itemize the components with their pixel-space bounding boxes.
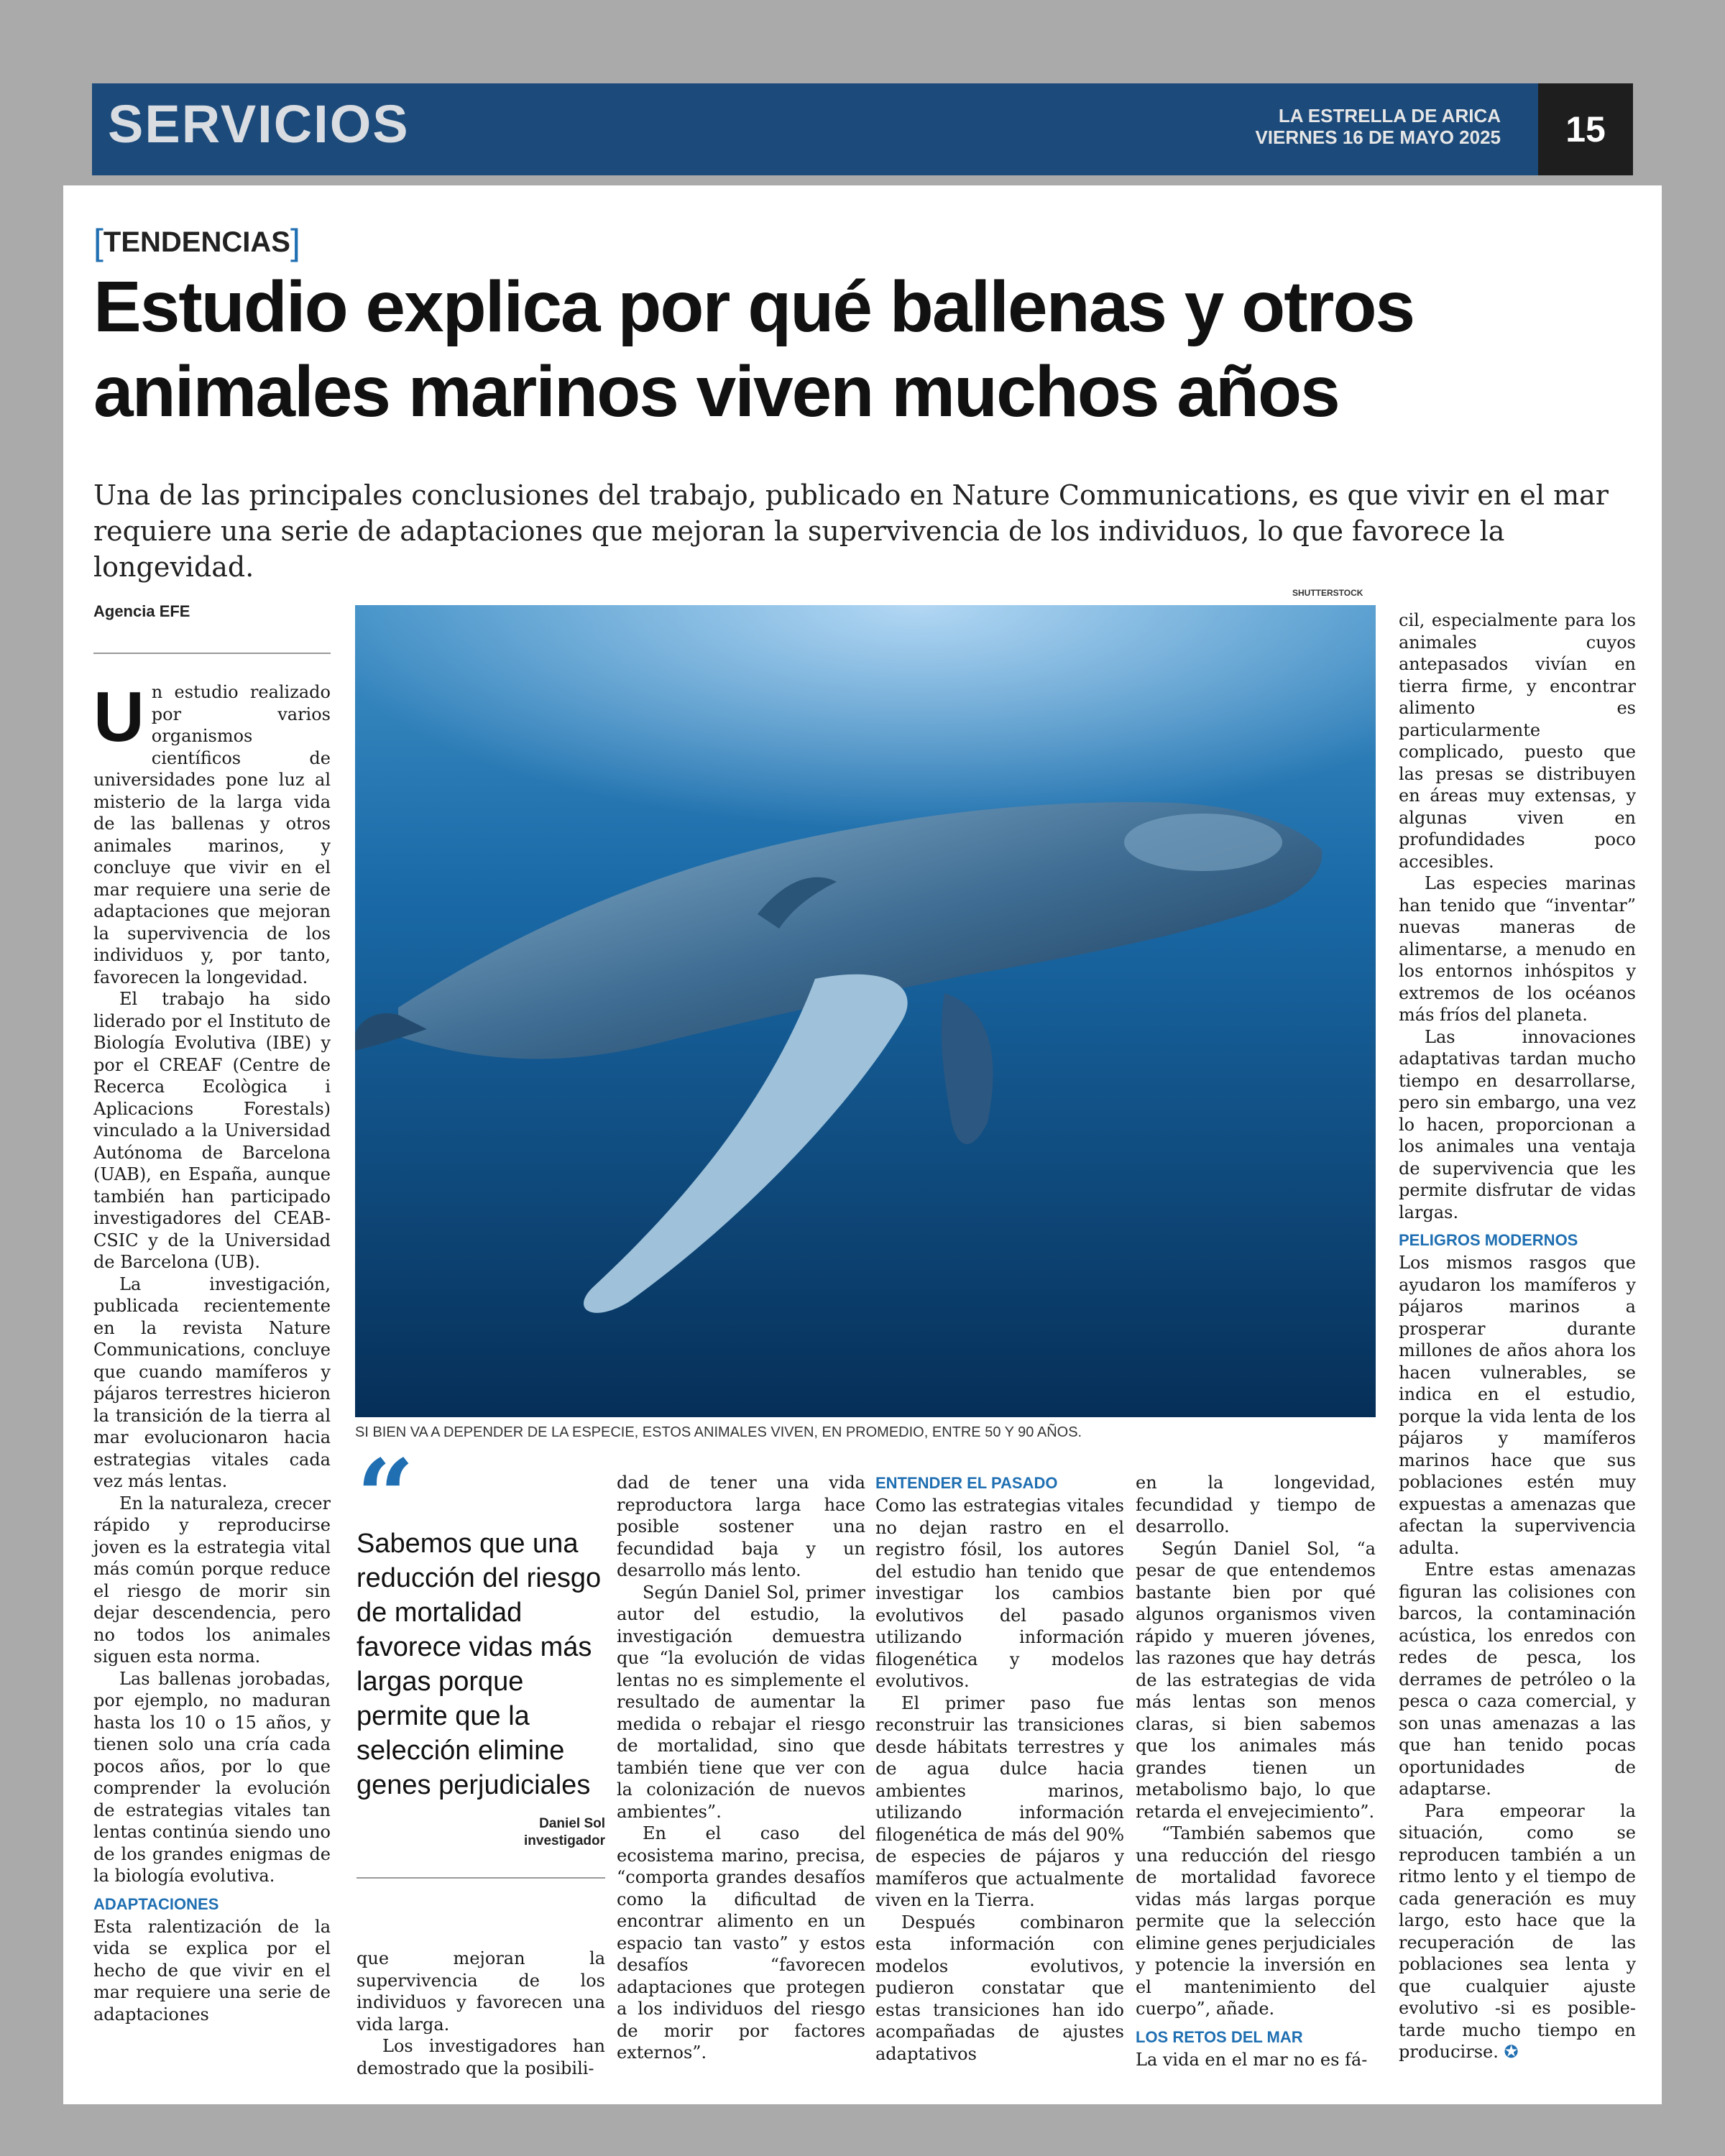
subhead: Una de las principales conclusiones del trabajo, publicado en Nature Communications, es que vivir en el mar requiere una serie de adaptaciones que mejoran la supervivencia de los individuos, lo que favorece la longevidad.	[93, 479, 1609, 583]
body-paragraph: Como las estrategias vitales no dejan rastro en el registro fósil, los autores del estudio han tenido que investigar los cambios evolutivos del pasado utilizando información filogenética y modelos evolutivos.	[875, 1496, 1124, 1691]
page-number: 15	[1538, 83, 1633, 175]
byline-divider	[93, 653, 331, 654]
body-paragraph	[1399, 1800, 1636, 2063]
body-paragraph: Después combinaron esta información con modelos evolutivos, pudieron constatar que estas transiciones han ido acompañadas de ajustes adaptativos	[875, 1912, 1124, 2064]
body-paragraph: La vida en el mar no es fá-	[1136, 2049, 1368, 2070]
body-paragraph: En el caso del ecosistema marino, precisa, “comporta grandes desafíos como la dificultad de encontrar alimento en un espacio tan vasto” y estos desafíos “favorecen adaptaciones que protegen a los individuos del riesgo de morir por factores externos”.	[617, 1823, 865, 2063]
body-paragraph: El trabajo ha sido liderado por el Instituto de Biología Evolutiva (IBE) y por el CREAF (Centre de Recerca Ecològica i Aplicacions Forestals) vinculado a la Universidad Autónoma de Barcelona (UAB), en España, aunque también han participado investigadores del CEAB-CSIC y de la Universidad de Barcelona (UB).	[93, 989, 331, 1272]
final-paragraph-text: Para empeorar la situación, como se reproducen también a un ritmo lento y el tiempo de cada generación es muy largo, esto hace que la recuperación de las poblaciones sea lenta y que cualquier ajuste evolutivo -si es posible- tarde mucho tiempo en producirse.	[1399, 1800, 1636, 2062]
whale-photo	[355, 605, 1376, 1417]
body-paragraph: En la naturaleza, crecer rápido y reproducirse joven es la estrategia vital más común porque reduce el riesgo de morir sin dejar descendencia, pero no todos los animales siguen esta norma.	[93, 1493, 331, 1667]
body-paragraph: Las ballenas jorobadas, por ejemplo, no maduran hasta los 10 o 15 años, y tienen solo una cría cada pocos años, por lo que comprender la evolución de estrategias vitales tan lentas continúa siendo uno de los grandes enigmas de la biología evolutiva.	[93, 1668, 331, 1886]
quote-author-role: investigador	[524, 1833, 605, 1848]
lead-text: n estudio realizado por varios organismos científicos de universidades pone luz al misterio de la larga vida de las ballenas y otros animales marinos, y concluye que vivir en el mar requiere una serie de adaptaciones que mejoran la supervivencia de los individuos y, por tanto, favorecen la longevidad.	[93, 682, 331, 987]
body-paragraph: que mejoran la supervivencia de los individuos y favorecen una vida larga.	[356, 1948, 605, 2035]
column-5	[1136, 1472, 1376, 2070]
subheading-peligros-modernos: PELIGROS MODERNOS	[1399, 1231, 1578, 1249]
body-paragraph: dad de tener una vida reproductora larga hace posible sostener una fecundidad baja y un desarrollo más lento.	[617, 1473, 865, 1580]
body-paragraph: cil, especialmente para los animales cuyos antepasados vivían en tierra firme, y encontrar alimento es particularmente complicado, puesto que las presas se distribuyen en áreas muy extensas, y algunas viven en profundidades poco accesibles.	[1399, 610, 1636, 872]
column-1	[93, 677, 331, 2025]
column-6	[1399, 609, 1636, 2063]
quote-text: Sabemos que una reducción del riesgo de mortalidad favorece vidas más largas porque permite que la selección elimine genes perjudiciales	[356, 1529, 602, 1800]
subheading-los-retos-del-mar: LOS RETOS DEL MAR	[1136, 2027, 1303, 2046]
column-2	[356, 1948, 605, 2079]
kicker-label: TENDENCIAS	[103, 226, 290, 258]
newspaper-name: LA ESTRELLA DE ARICA	[1278, 105, 1501, 126]
body-paragraph: Según Daniel Sol, “a pesar de que entendemos bastante bien por qué algunos organismos viven rápido y mueren jóvenes, las razones que hay detrás de las estrategias de vida más lentas son menos claras, si bien sabemos que los animales más grandes tienen un metabolismo bajo, lo que retarda el envejecimiento”.	[1136, 1538, 1376, 1822]
newspaper-info	[1255, 105, 1501, 148]
section-header	[92, 83, 1633, 175]
section-name: SERVICIOS	[108, 94, 410, 154]
body-paragraph: El primer paso fue reconstruir las transiciones desde hábitats terrestres y de agua dulce hacia ambientes marinos, utilizando información filogenética de más del 90% de especies de pájaros y mamíferos que actualmente viven en la Tierra.	[875, 1692, 1124, 1910]
body-paragraph: La investigación, publicada recientemente en la revista Nature Communications, concluye que cuando mamíferos y pájaros terrestres hicieron la transición de la tierra al mar evolucionaron hacia estrategias vitales cada vez más lentas.	[93, 1273, 331, 1491]
kicker: [TENDENCIAS]	[93, 222, 300, 262]
body-paragraph: Según Daniel Sol, primer autor del estudio, la investigación demuestra que “la evolución de vidas lentas no es simplemente el resultado de aumentar la medida o rebajar el riesgo de mortalidad, sino que también tiene que ver con la colonización de nuevos ambientes”.	[617, 1582, 865, 1822]
photo-credit: SHUTTERSTOCK	[1292, 588, 1363, 598]
body-paragraph: Las innovaciones adaptativas tardan mucho tiempo en desarrollarse, pero sin embargo, una vez lo hacen, proporcionan a los animales una ventaja de supervivencia que les permite disfrutar de vidas largas.	[1399, 1026, 1636, 1222]
byline: Agencia EFE	[93, 602, 190, 620]
body-paragraph: “También sabemos que una reducción del riesgo de mortalidad favorece vidas más largas porque permite que la selección elimine genes perjudiciales y potencie la inversión en el mantenimiento del cuerpo”, añade.	[1136, 1823, 1376, 2019]
body-paragraph: en la longevidad, fecundidad y tiempo de desarrollo.	[1136, 1473, 1376, 1537]
body-paragraph: Las especies marinas han tenido que “inventar” nuevas maneras de alimentarse, a menudo en los entornos inhóspitos y extremos de los océanos más fríos del planeta.	[1399, 873, 1636, 1025]
headline: Estudio explica por qué ballenas y otros animales marinos viven muchos años	[93, 267, 1414, 432]
quote-author: Daniel Sol	[539, 1816, 605, 1831]
quote-mark: “	[356, 1438, 415, 1556]
subheading-adaptaciones: ADAPTACIONES	[93, 1894, 219, 1913]
article-page	[63, 185, 1662, 2104]
quote-divider	[356, 1877, 605, 1879]
subheading-entender-el-pasado: ENTENDER EL PASADO	[875, 1474, 1058, 1492]
pull-quote	[356, 1438, 605, 1879]
body-paragraph: Esta ralentización de la vida se explica por el hecho de que vivir en el mar requiere una serie de adaptaciones	[93, 1916, 331, 2024]
drop-cap: U	[93, 677, 144, 756]
whale-illustration	[355, 605, 1376, 1417]
body-paragraph: Entre estas amenazas figuran las colisiones con barcos, la contaminación acústica, los enredos con redes de pesca, los derrames de petróleo o la pesca o caza comercial, y son unas amenazas a las que han tenido pocas oportunidades de adaptarse.	[1399, 1560, 1636, 1799]
column-3	[617, 1472, 865, 2064]
lead-paragraph	[93, 677, 331, 988]
end-of-article-icon: ✪	[1504, 2042, 1519, 2062]
column-4	[875, 1472, 1124, 2065]
body-paragraph: Los mismos rasgos que ayudaron los mamíferos y pájaros marinos a prosperar durante millones de años ahora los hacen vulnerables, se indica en el estudio, porque la vida lenta de los pájaros y mamíferos marinos hace que sus poblaciones estén muy expuestas a amenazas que afectan la supervivencia adulta.	[1399, 1253, 1636, 1558]
issue-date: VIERNES 16 DE MAYO 2025	[1255, 126, 1501, 148]
body-paragraph: Los investigadores han demostrado que la posibili-	[356, 2036, 605, 2078]
photo-caption: SI BIEN VA A DEPENDER DE LA ESPECIE, ESTOS ANIMALES VIVEN, EN PROMEDIO, ENTRE 50 Y 90 AÑOS.	[355, 1424, 1082, 1440]
